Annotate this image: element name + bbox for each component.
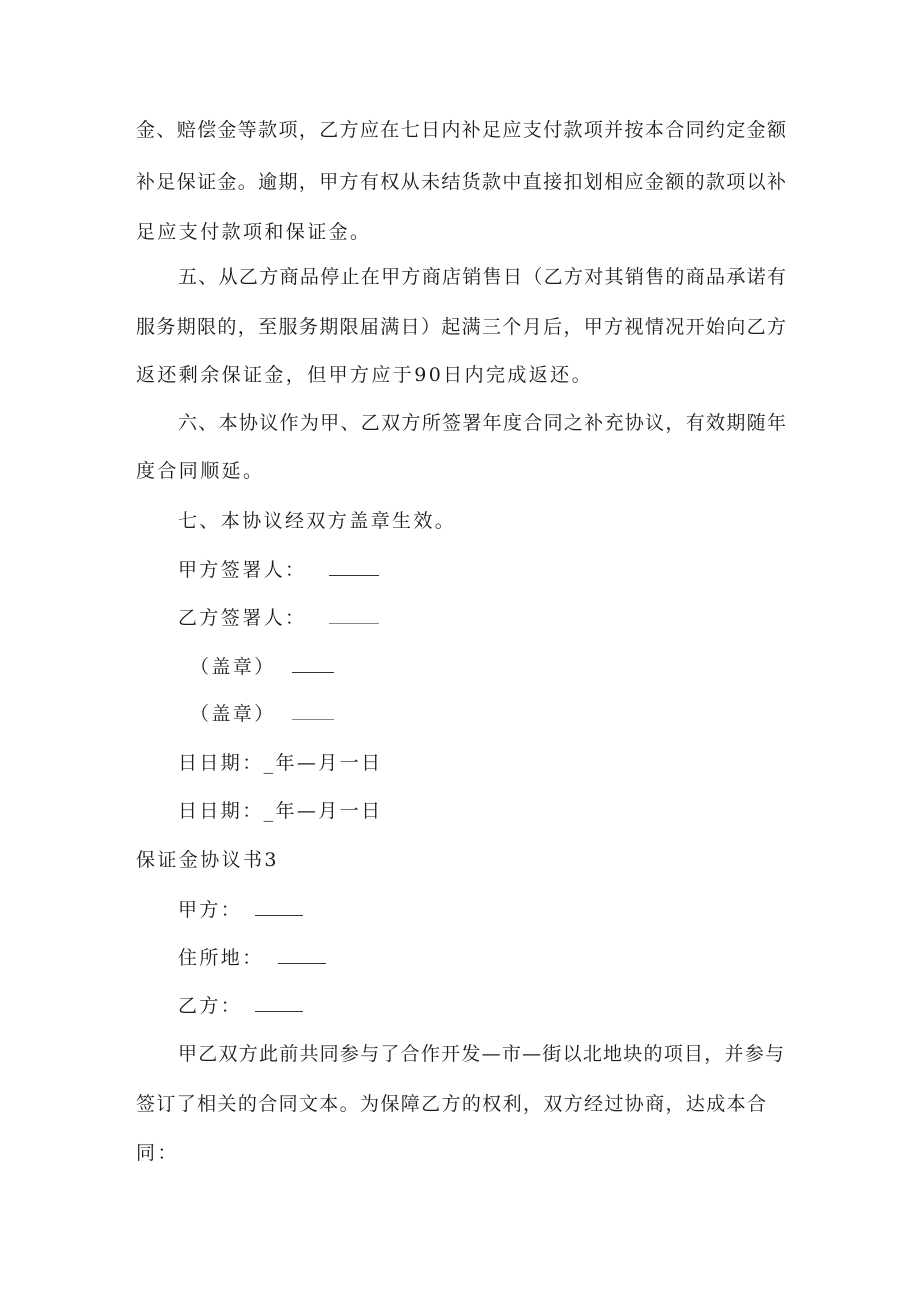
party-a-row [178, 898, 303, 922]
party-a-blank[interactable] [255, 901, 303, 916]
party-b-signer-row [178, 606, 379, 630]
party-a-signer-label: 甲方签署人： [178, 559, 307, 581]
party-b-label: 乙方： [178, 995, 243, 1017]
party-b-blank[interactable] [255, 997, 303, 1012]
paragraph-4-line-1: 金、赔偿金等款项，乙方应在七日内补足应支付款项并按本合同约定金额 [136, 119, 786, 141]
date-line-1: 日日期：_年—月一日 [178, 752, 383, 774]
seal-blank-2[interactable] [292, 705, 334, 720]
paragraph-6-line-2: 度合同顺延。 [136, 460, 265, 482]
paragraph-5-line-2: 服务期限的，至服务期限届满日）起满三个月后，甲方视情况开始向乙方 [136, 316, 786, 338]
paragraph-6-line-1: 六、本协议作为甲、乙双方所签署年度合同之补充协议，有效期随年 [178, 412, 786, 434]
section-3-intro-line-3: 同： [136, 1142, 179, 1164]
party-a-signer-blank[interactable] [329, 561, 379, 576]
paragraph-7: 七、本协议经双方盖章生效。 [178, 510, 457, 532]
party-b-signer-blank[interactable] [329, 609, 379, 624]
seal-label-2: （盖章） [190, 703, 276, 725]
seal-row-1 [190, 655, 334, 679]
paragraph-5-line-1: 五、从乙方商品停止在甲方商店销售日（乙方对其销售的商品承诺有 [178, 266, 786, 288]
section-3-intro-line-2: 签订了相关的合同文本。为保障乙方的权利，双方经过协商，达成本合 [136, 1093, 766, 1115]
section-3-title: 保证金协议书3 [136, 849, 279, 871]
seal-label-1: （盖章） [190, 656, 276, 678]
address-blank[interactable] [278, 949, 326, 964]
paragraph-4-line-3: 足应支付款项和保证金。 [136, 221, 372, 243]
paragraph-5-line-3: 返还剩余保证金，但甲方应于90日内完成返还。 [136, 364, 593, 386]
paragraph-4-line-2: 补足保证金。逾期，甲方有权从未结货款中直接扣划相应金额的款项以补 [136, 171, 786, 193]
address-label: 住所地： [178, 947, 264, 969]
section-3-intro-line-1: 甲乙双方此前共同参与了合作开发—市—街以北地块的项目，并参与 [178, 1043, 784, 1065]
party-b-row [178, 994, 303, 1018]
party-a-signer-row [178, 558, 379, 582]
party-a-label: 甲方： [178, 899, 243, 921]
seal-row-2 [190, 702, 334, 726]
party-b-signer-label: 乙方签署人： [178, 607, 307, 629]
seal-blank-1[interactable] [292, 658, 334, 673]
address-row [178, 946, 326, 970]
date-line-2: 日日期：_年—月一日 [178, 800, 383, 822]
